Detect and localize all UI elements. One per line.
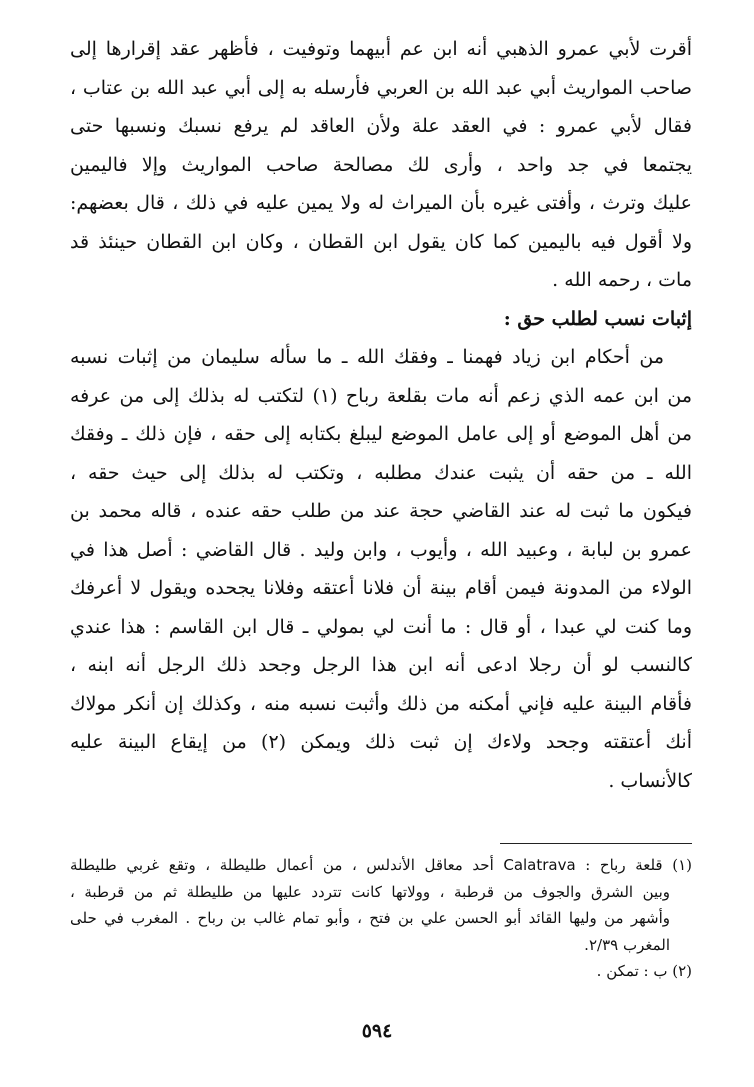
main-text bbox=[70, 30, 692, 800]
text-line: الله ـ من حقه أن يثبت عندك مطلبه ، وتكتب له بذلك إلى حيث حقه ، bbox=[70, 461, 692, 484]
footnote-1-line: وبين الشرق والجوف من قرطبة ، وولاتها كانت تتردد عليها من طليطلة ثم من قرطبة ، bbox=[70, 882, 670, 901]
text-line: صاحب المواريث أبي عبد الله بن العربي فأرسله به إلى أبي عبد الله بن عتاب ، bbox=[70, 76, 692, 99]
text-line: فأقام البينة عليه فإني أمكنه من ذلك وأثبت نسبه منه ، وكذلك إن أنكر مولاك bbox=[70, 692, 692, 715]
footnote-1-line bbox=[70, 852, 692, 879]
text-line: فقال لأبي عمرو : في العقد علة ولأن العاقد لم يرفع نسبك ونسبها حتى bbox=[70, 115, 692, 137]
text-line: فيكون ما ثبت له عند القاضي حجة عند من طلب حقه عنده ، قاله محمد بن bbox=[70, 500, 692, 522]
footnote-2: (٢) ب : تمكن . bbox=[596, 962, 692, 980]
footnote-1-prefix: (١) قلعة رباح : bbox=[585, 856, 692, 874]
footnote-divider bbox=[500, 843, 692, 844]
text-line: وما كنت لي عبدا ، أو قال : ما أنت لي بمولي ـ قال ابن القاسم : هذا عندي bbox=[70, 615, 692, 638]
text-line: مات ، رحمه الله . bbox=[552, 269, 692, 291]
footnotes bbox=[70, 852, 692, 985]
page-number: ٥٩٤ bbox=[361, 1020, 393, 1042]
text-line: من ابن عمه الذي زعم أنه مات بقلعة رباح (١) لتكتب له بذلك إلى من عرفه bbox=[70, 384, 692, 407]
text-line: عليك وترث ، وأفتى غيره بأن الميراث له ولا يمين عليه في ذلك ، قال بعضهم: bbox=[70, 192, 692, 214]
text-line: الولاء من المدونة فيمن أقام بينة أن فلانا أعتقه وفلانا يجحده ويقول لا أعرفك bbox=[70, 577, 692, 599]
text-line: ولا أقول فيه باليمين كما كان يقول ابن القطان ، وكان ابن القطان حينئذ قد bbox=[70, 230, 692, 253]
text-line: عمرو بن لبابة ، وعبيد الله ، وأيوب ، وابن وليد . قال القاضي : أصل هذا في bbox=[70, 538, 692, 561]
text-line: أقرت لأبي عمرو الذهبي أنه ابن عم أبيهما وتوفيت ، فأظهر عقد إقرارها إلى bbox=[70, 38, 692, 60]
footnote-1-latin-term: Calatrava bbox=[503, 856, 576, 874]
text-line: من أحكام ابن زياد فهمنا ـ وفقك الله ـ ما سأله سليمان من إثبات نسبه bbox=[70, 346, 664, 368]
text-line: كالأنساب . bbox=[608, 769, 692, 792]
text-line: من أهل الموضع أو إلى عامل الموضع ليبلغ بكتابه إلى حقه ، فإن ذلك ـ وفقك bbox=[70, 423, 692, 445]
section-heading: إثبات نسب لطلب حق : bbox=[503, 307, 692, 330]
footnote-1-text: أحد معاقل الأندلس ، من أعمال طليطلة ، وتقع غربي طليطلة bbox=[70, 856, 494, 874]
text-line: يجتمعا في جد واحد ، وأرى لك مصالحة صاحب المواريث وإلا فاليمين bbox=[70, 153, 692, 176]
text-line: أنك أعتقته وجحد ولاءك إن ثبت ذلك ويمكن (٢) من إيقاع البينة عليه bbox=[70, 731, 692, 753]
footnote-1-line: المغرب ٢/٣٩. bbox=[584, 935, 670, 954]
footnote-1-line: وأشهر من وليها القائد أبو الحسن علي بن فتح ، وأبو تمام غالب بن رباح . المغرب في حلى bbox=[70, 909, 670, 927]
text-line: كالنسب لو أن رجلا ادعى أنه ابن هذا الرجل وجحد ذلك الرجل أنه ابنه ، bbox=[70, 654, 692, 676]
